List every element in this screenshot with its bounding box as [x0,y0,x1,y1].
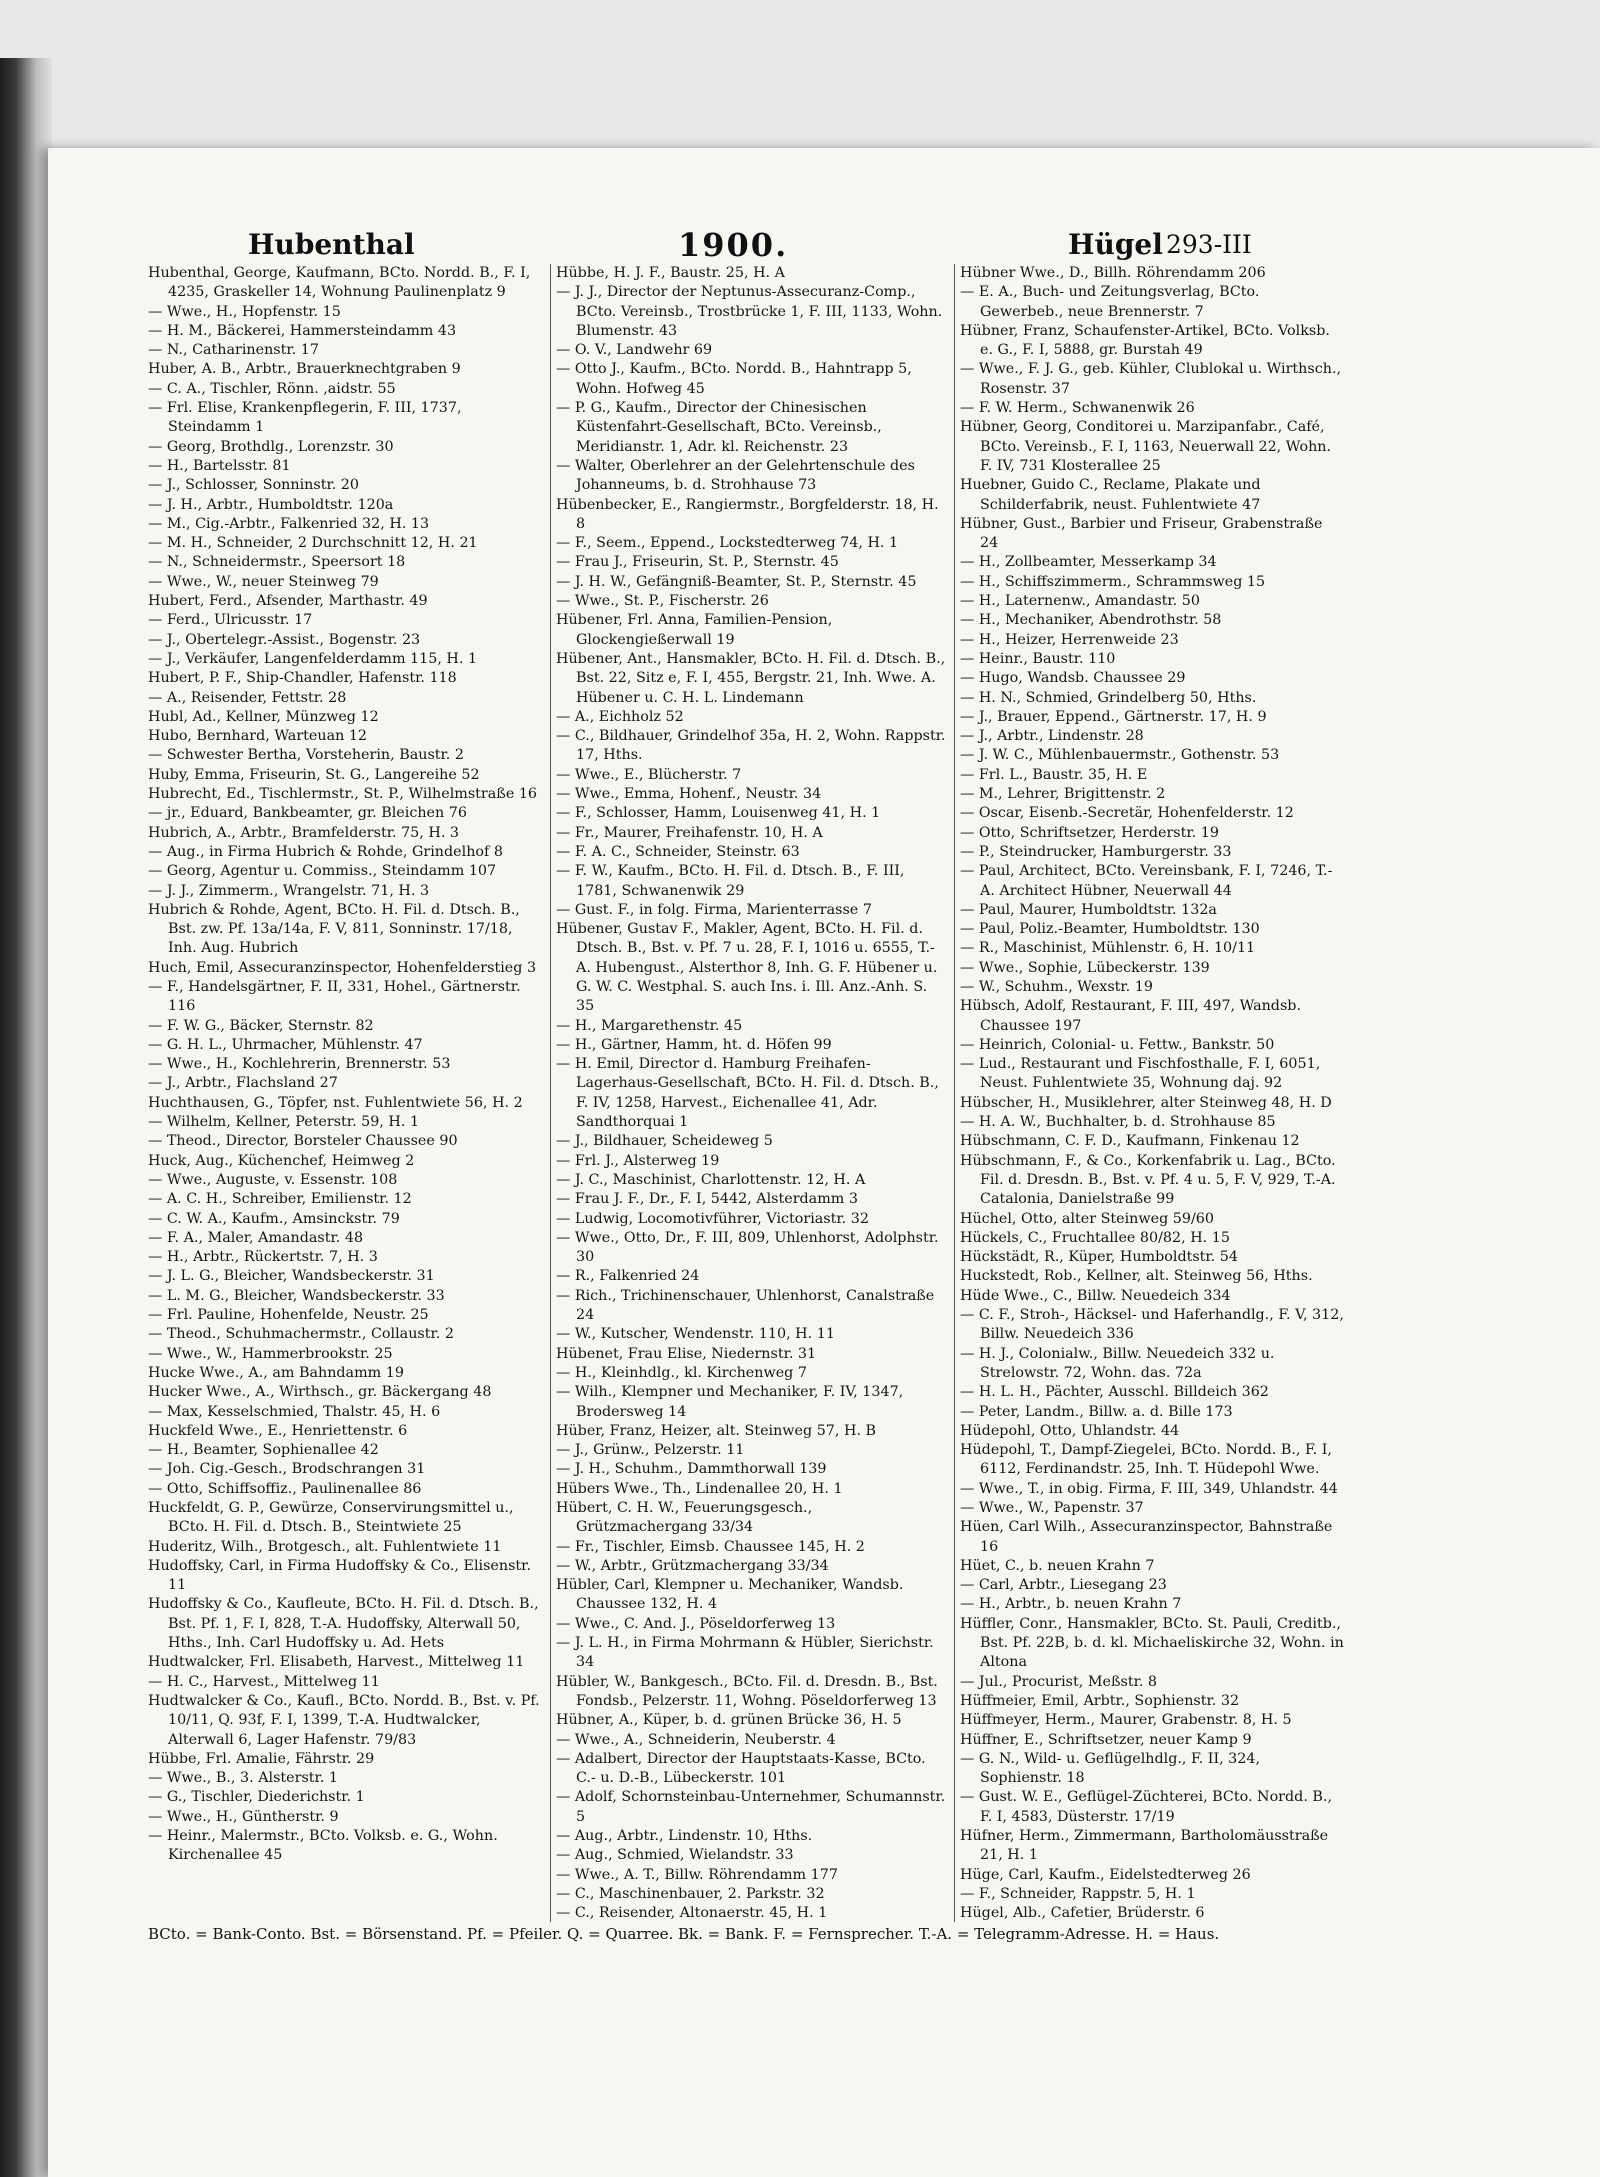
directory-entry: — Adalbert, Director der Hauptstaats-Kasse, BCto. C.- u. D.-B., Lübeckerstr. 101 [556,1750,926,1787]
directory-entry: — Otto, Schriftsetzer, Herderstr. 19 [960,824,1219,841]
directory-entry: Hübschmann, C. F. D., Kaufmann, Finkenau 12 [960,1133,1300,1150]
directory-entry: — Wwe., A. T., Billw. Röhrendamm 177 [556,1866,838,1883]
directory-entry: — Paul, Poliz.-Beamter, Humboldtstr. 130 [960,921,1260,938]
directory-entry: — R., Falkenried 24 [556,1268,700,1285]
directory-entry: — Lud., Restaurant und Fischfosthalle, F. I, 6051, Neust. Fuhlentwiete 35, Wohnung daj. 92 [960,1056,1321,1092]
directory-entry: — J., Arbtr., Flachsland 27 [148,1075,338,1092]
directory-entry: Hübener, Frl. Anna, Familien-Pension, Glockengießerwall 19 [556,612,833,648]
abbreviation-footer: BCto. = Bank-Conto. Bst. = Börsenstand. Pf. = Pfeiler. Q. = Quarree. Bk. = Bank. F. = Fernsprecher. T.-A. = Telegramm-Adresse. H. = Haus. [148,1925,1220,1943]
directory-entry: — J., Schlosser, Sonninstr. 20 [148,477,359,494]
directory-entry: — Frl. J., Alsterweg 19 [556,1152,720,1169]
directory-entry: — Theod., Director, Borsteler Chaussee 90 [148,1133,458,1150]
directory-entry: Hubert, Ferd., Afsender, Marthastr. 49 [148,593,428,610]
directory-entry: Hübenet, Frau Elise, Niedernstr. 31 [556,1345,817,1362]
directory-entry: Hudoffsky & Co., Kaufleute, BCto. H. Fil. d. Dtsch. B., Bst. Pf. 1, F. I, 828, T.-A. Hudoffsky, Alterwall 50, Hths., Inh. Carl Hudoffsky u. Ad. Hets [148,1596,539,1652]
directory-entry: — G. H. L., Uhrmacher, Mühlenstr. 47 [148,1036,423,1053]
directory-entry: — F., Schlosser, Hamm, Louisenweg 41, H. 1 [556,805,881,822]
directory-entry: — F. W. Herm., Schwanenwik 26 [960,400,1195,417]
directory-entry: — J. H., Schuhm., Dammthorwall 139 [556,1461,827,1478]
directory-entry: — O. V., Landwehr 69 [556,342,713,359]
directory-entry: — Fr., Maurer, Freihafenstr. 10, H. A [556,824,823,841]
directory-entry: — J., Brauer, Eppend., Gärtnerstr. 17, H. 9 [960,708,1267,725]
directory-entry: — Wilhelm, Kellner, Peterstr. 59, H. 1 [148,1114,420,1131]
directory-entry: — H., Laternenw., Amandastr. 50 [960,593,1200,610]
directory-entry: — Paul, Maurer, Humboldtstr. 132a [960,901,1217,918]
scan-edge-shadow [0,58,52,2177]
directory-entry: — Aug., Schmied, Wielandstr. 33 [556,1847,794,1864]
directory-entry: Hüen, Carl Wilh., Assecuranzinspector, Bahnstraße 16 [960,1519,1333,1555]
directory-entry: — Frl. Pauline, Hohenfelde, Neustr. 25 [148,1307,429,1324]
directory-entry: — Schwester Bertha, Vorsteherin, Baustr. 2 [148,747,464,764]
directory-entry: — H., Schiffszimmerm., Schrammsweg 15 [960,573,1266,590]
directory-entry: — Adolf, Schornsteinbau-Unternehmer, Schumannstr. 5 [556,1789,946,1825]
column-2 [556,264,948,1922]
directory-entry: Hüffmeyer, Herm., Maurer, Grabenstr. 8, H. 5 [960,1712,1292,1729]
directory-entry: — Wwe., H., Hopfenstr. 15 [148,303,341,320]
directory-entry: Hübner Wwe., D., Billh. Röhrendamm 206 [960,265,1266,281]
directory-entry: Hückels, C., Fruchtallee 80/82, H. 15 [960,1229,1230,1246]
directory-entry: — W., Arbtr., Grützmachergang 33/34 [556,1557,829,1574]
directory-entry: — Wwe., Emma, Hohenf., Neustr. 34 [556,786,822,803]
directory-entry: Hubrecht, Ed., Tischlermstr., St. P., Wilhelmstraße 16 [148,786,538,803]
directory-entry: — jr., Eduard, Bankbeamter, gr. Bleichen 76 [148,805,467,822]
directory-entry: — J., Verkäufer, Langenfelderdamm 115, H. 1 [148,650,478,667]
directory-entry: Hübbe, H. J. F., Baustr. 25, H. A [556,265,785,281]
directory-entry: — Ludwig, Locomotivführer, Victoriastr. 32 [556,1210,869,1227]
directory-entry: — J. C., Maschinist, Charlottenstr. 12, H. A [556,1171,866,1188]
directory-entry: Hügel, Alb., Cafetier, Brüderstr. 6 [960,1905,1205,1922]
directory-entry: Huderitz, Wilh., Brotgesch., alt. Fuhlentwiete 11 [148,1538,502,1555]
directory-entry: Hübner, Gust., Barbier und Friseur, Grabenstraße 24 [960,515,1323,552]
directory-entry: — Carl, Arbtr., Liesegang 23 [960,1577,1167,1594]
directory-entry: Hübsch, Adolf, Restaurant, F. III, 497, Wandsb. Chaussee 197 [960,998,1301,1034]
directory-entry: — Otto J., Kaufm., BCto. Nordd. B., Hahntrapp 5, Wohn. Hofweg 45 [556,361,912,397]
directory-entry: — H. J., Colonialw., Billw. Neuedeich 332 u. Strelowstr. 72, Wohn. das. 72a [960,1345,1275,1381]
directory-entry: — G., Tischler, Diederichstr. 1 [148,1789,365,1806]
header-left-word: Hubenthal [248,228,415,261]
directory-entry: — H., Heizer, Herrenweide 23 [960,631,1179,648]
directory-entry: — F. A. C., Schneider, Steinstr. 63 [556,843,800,860]
directory-entry: — J. W. C., Mühlenbauermstr., Gothenstr. 53 [960,747,1280,764]
directory-entry: Hudoffsky, Carl, in Firma Hudoffsky & Co., Elisenstr. 11 [148,1557,531,1594]
column-3 [960,264,1344,1922]
directory-entry: — Max, Kesselschmied, Thalstr. 45, H. 6 [148,1403,441,1420]
directory-entry: — F., Seem., Eppend., Lockstedterweg 74, H. 1 [556,535,899,552]
directory-entry: — J. J., Zimmerm., Wrangelstr. 71, H. 3 [148,882,430,899]
directory-entry: — Frau J. F., Dr., F. I, 5442, Alsterdamm 3 [556,1191,858,1208]
directory-entry: Hübbe, Frl. Amalie, Fährstr. 29 [148,1750,375,1767]
page-number: 293-III [1166,230,1252,259]
directory-entry: — Wwe., H., Kochlehrerin, Brennerstr. 53 [148,1056,451,1073]
directory-entry: — H., Beamter, Sophienallee 42 [148,1442,379,1459]
directory-entry: — Walter, Oberlehrer an der Gelehrtenschule des Johanneums, b. d. Strohhause 73 [556,457,915,494]
directory-entry: — Theod., Schuhmachermstr., Collaustr. 2 [148,1326,454,1343]
directory-entry: — W., Kutscher, Wendenstr. 110, H. 11 [556,1326,835,1343]
directory-entry: — Ferd., Ulricusstr. 17 [148,612,313,629]
directory-entry: — Heinrich, Colonial- u. Fettw., Bankstr. 50 [960,1036,1275,1053]
directory-entry: — C., Maschinenbauer, 2. Parkstr. 32 [556,1885,825,1902]
directory-entry: — F. W. G., Bäcker, Sternstr. 82 [148,1017,374,1034]
directory-entry: — Frau J., Friseurin, St. P., Sternstr. 45 [556,554,839,571]
directory-entry: — W., Schuhm., Wexstr. 19 [960,978,1153,995]
directory-entry: Huby, Emma, Friseurin, St. G., Langereihe 52 [148,766,480,783]
directory-entry: Hüffner, E., Schriftsetzer, neuer Kamp 9 [960,1731,1252,1748]
directory-entry: — H., Mechaniker, Abendrothstr. 58 [960,612,1222,629]
directory-entry: — M., Cig.-Arbtr., Falkenried 32, H. 13 [148,515,430,532]
directory-entry: Hucker Wwe., A., Wirthsch., gr. Bäckergang 48 [148,1384,492,1401]
directory-entry: Hübenbecker, E., Rangiermstr., Borgfelderstr. 18, H. 8 [556,496,939,532]
directory-entry: — F. W., Kaufm., BCto. H. Fil. d. Dtsch. B., F. III, 1781, Schwanenwik 29 [556,863,905,899]
columns-container [148,264,1344,1922]
directory-entry: — H., Zollbeamter, Messerkamp 34 [960,554,1217,571]
directory-entry: — Peter, Landm., Billw. a. d. Bille 173 [960,1403,1233,1420]
directory-entry: — Frl. L., Baustr. 35, H. E [960,766,1148,783]
directory-entry: — Oscar, Eisenb.-Secretär, Hohenfelderstr. 12 [960,805,1294,822]
directory-entry: — Georg, Agentur u. Commiss., Steindamm 107 [148,863,497,880]
directory-entry: Hüchel, Otto, alter Steinweg 59/60 [960,1210,1214,1227]
directory-entry: Huber, A. B., Arbtr., Brauerknechtgraben 9 [148,361,461,378]
directory-entry: — J., Arbtr., Lindenstr. 28 [960,728,1144,745]
directory-entry: — Wilh., Klempner und Mechaniker, F. IV, 1347, Brodersweg 14 [556,1384,904,1420]
directory-entry: Hubrich, A., Arbtr., Bramfelderstr. 75, H. 3 [148,824,460,841]
directory-entry: Hübner, Georg, Conditorei u. Marzipanfabr., Café, BCto. Vereinsb., F. I, 1163, Neuerwall 22, Wohn. F. IV, 731 Klosterallee 25 [960,419,1332,474]
directory-entry: — H. M., Bäckerei, Hammersteindamm 43 [148,322,457,339]
directory-entry: — Aug., Arbtr., Lindenstr. 10, Hths. [556,1828,813,1845]
directory-entry: — H., Kleinhdlg., kl. Kirchenweg 7 [556,1364,807,1381]
directory-entry: — Gust. W. E., Geflügel-Züchterei, BCto. Nordd. B., F. I, 4583, Düsterstr. 17/19 [960,1789,1332,1825]
directory-entry: — H. L. H., Pächter, Ausschl. Billdeich 362 [960,1384,1269,1401]
directory-entry: — F. A., Maler, Amandastr. 48 [148,1229,364,1246]
directory-entry: — M. H., Schneider, 2 Durchschnitt 12, H. 21 [148,535,478,552]
directory-entry: — Rich., Trichinenschauer, Uhlenhorst, Canalstraße 24 [556,1287,935,1324]
directory-entry: Hudtwalcker & Co., Kaufl., BCto. Nordd. B., Bst. v. Pf. 10/11, Q. 93f, F. I, 1399, T.-A. Hudtwalcker, Alterwall 6, Lager Hafenstr. 79/83 [148,1692,540,1748]
directory-entry: Hüge, Carl, Kaufm., Eidelstedterweg 26 [960,1866,1251,1883]
directory-entry: — Wwe., B., 3. Alsterstr. 1 [148,1770,338,1787]
directory-entry: Hübers Wwe., Th., Lindenallee 20, H. 1 [556,1480,843,1497]
directory-entry: — P., Steindrucker, Hamburgerstr. 33 [960,843,1232,860]
directory-entry: Hubrich & Rohde, Agent, BCto. H. Fil. d. Dtsch. B., Bst. zw. Pf. 13a/14a, F. V, 811, Sonninstr. 17/18, Inh. Aug. Hubrich [148,901,520,957]
directory-entry: — Heinr., Malermstr., BCto. Volksb. e. G., Wohn. Kirchenallee 45 [148,1828,498,1864]
directory-entry: Hüet, C., b. neuen Krahn 7 [960,1557,1155,1574]
directory-entry: — H. C., Harvest., Mittelweg 11 [148,1673,380,1690]
directory-entry: — H. A. W., Buchhalter, b. d. Strohhause 85 [960,1114,1276,1131]
directory-entry: Huch, Emil, Assecuranzinspector, Hohenfelderstieg 3 [148,959,537,976]
directory-entry: — Fr., Tischler, Eimsb. Chaussee 145, H. 2 [556,1538,865,1555]
directory-entry: — J. H., Arbtr., Humboldtstr. 120a [148,496,394,513]
directory-entry: Hübner, A., Küper, b. d. grünen Brücke 36, H. 5 [556,1712,902,1729]
directory-entry: Huchthausen, G., Töpfer, nst. Fuhlentwiete 56, H. 2 [148,1094,523,1111]
directory-entry: Hüffler, Conr., Hansmakler, BCto. St. Pauli, Creditb., Bst. Pf. 22B, b. d. kl. Michaeliskirche 32, Wohn. in Altona [960,1615,1344,1671]
directory-entry: Huck, Aug., Küchenchef, Heimweg 2 [148,1152,415,1169]
directory-entry: Hückstädt, R., Küper, Humboldtstr. 54 [960,1249,1238,1266]
directory-entry: — Wwe., Otto, Dr., F. III, 809, Uhlenhorst, Adolphstr. 30 [556,1229,939,1266]
directory-entry: — J., Bildhauer, Scheideweg 5 [556,1133,773,1150]
directory-entry: — R., Maschinist, Mühlenstr. 6, H. 10/11 [960,940,1256,957]
directory-entry: — Frl. Elise, Krankenpflegerin, F. III, 1737, Steindamm 1 [148,400,462,436]
directory-entry: Hübler, W., Bankgesch., BCto. Fil. d. Dresdn. B., Bst. Fondsb., Pelzerstr. 11, Wohng. Pöseldorferweg 13 [556,1673,938,1709]
directory-entry: — E. A., Buch- und Zeitungsverlag, BCto. Gewerbeb., neue Brennerstr. 7 [960,284,1260,320]
directory-entry: Hübler, Carl, Klempner u. Mechaniker, Wandsb. Chaussee 132, H. 4 [556,1577,904,1613]
directory-entry: — C. W. A., Kaufm., Amsinckstr. 79 [148,1210,400,1227]
directory-entry: — F., Schneider, Rappstr. 5, H. 1 [960,1885,1196,1902]
directory-entry: — H., Bartelsstr. 81 [148,457,291,474]
directory-entry: Huckfeldt, G. P., Gewürze, Conservirungsmittel u., BCto. H. Fil. d. Dtsch. B., Steintwiete 25 [148,1500,514,1536]
directory-entry: — Wwe., A., Schneiderin, Neuberstr. 4 [556,1731,836,1748]
directory-entry: — Wwe., H., Güntherstr. 9 [148,1808,339,1825]
directory-entry: Hubert, P. F., Ship-Chandler, Hafenstr. 118 [148,670,457,687]
directory-entry: — N., Schneidermstr., Speersort 18 [148,554,406,571]
directory-entry: Hubenthal, George, Kaufmann, BCto. Nordd. B., F. I, 4235, Graskeller 14, Wohnung Paulinenplatz 9 [148,265,531,301]
directory-entry: — C., Bildhauer, Grindelhof 35a, H. 2, Wohn. Rappstr. 17, Hths. [556,728,946,764]
directory-entry: — C. A., Tischler, Rönn. ,aidstr. 55 [148,380,396,397]
directory-entry: Hüdepohl, T., Dampf-Ziegelei, BCto. Nordd. B., F. I, 6112, Ferdinandstr. 25, Inh. T. Hüdepohl Wwe. [960,1442,1332,1478]
directory-entry: — Wwe., Auguste, v. Essenstr. 108 [148,1171,398,1188]
directory-entry: — N., Catharinenstr. 17 [148,342,319,359]
directory-entry: Hübner, Franz, Schaufenster-Artikel, BCto. Volksb. e. G., F. I, 5888, gr. Burstah 49 [960,322,1330,359]
directory-entry: — Georg, Brothdlg., Lorenzstr. 30 [148,438,394,455]
directory-entry: — Wwe., St. P., Fischerstr. 26 [556,593,769,610]
directory-entry: — Otto, Schiffsoffiz., Paulinenallee 86 [148,1480,422,1497]
directory-entry: Huebner, Guido C., Reclame, Plakate und Schilderfabrik, neust. Fuhlentwiete 47 [960,477,1261,513]
directory-entry: — Wwe., W., Papenstr. 37 [960,1500,1144,1516]
directory-entry: — A., Eichholz 52 [556,708,684,725]
directory-entry: — Jul., Procurist, Meßstr. 8 [960,1673,1158,1690]
directory-entry: Hubl, Ad., Kellner, Münzweg 12 [148,708,379,725]
directory-entry: — Wwe., Sophie, Lübeckerstr. 139 [960,959,1210,976]
directory-entry: — Wwe., W., Hammerbrookstr. 25 [148,1345,393,1362]
directory-entry: — Hugo, Wandsb. Chaussee 29 [960,670,1186,687]
directory-entry: — Aug., in Firma Hubrich & Rohde, Grindelhof 8 [148,843,503,860]
directory-entry: — H., Gärtner, Hamm, ht. d. Höfen 99 [556,1036,832,1053]
directory-entry: Hucke Wwe., A., am Bahndamm 19 [148,1364,404,1381]
directory-entry: — H., Arbtr., b. neuen Krahn 7 [960,1596,1182,1613]
directory-entry: — H. N., Schmied, Grindelberg 50, Hths. [960,689,1257,706]
directory-entry: — J., Grünw., Pelzerstr. 11 [556,1442,745,1459]
directory-entry: Hübener, Ant., Hansmakler, BCto. H. Fil. d. Dtsch. B., Bst. 22, Sitz e, F. I, 455, Bergstr. 21, Inh. Wwe. A. Hübener u. C. H. L. Lindemann [556,650,946,706]
column-1 [148,264,544,1922]
directory-entry: — C. F., Stroh-, Häcksel- und Haferhandlg., F. V, 312, Billw. Neuedeich 336 [960,1307,1344,1343]
directory-entry: Huckfeld Wwe., E., Henriettenstr. 6 [148,1422,408,1439]
directory-entry: — C., Reisender, Altonaerstr. 45, H. 1 [556,1905,828,1922]
directory-entry: Huckstedt, Rob., Kellner, alt. Steinweg 56, Hths. [960,1268,1313,1285]
directory-entry: Hübscher, H., Musiklehrer, alter Steinweg 48, H. D [960,1094,1332,1111]
directory-entry: — F., Handelsgärtner, F. II, 331, Hohel., Gärtnerstr. 116 [148,978,521,1015]
directory-entry: — P. G., Kaufm., Director der Chinesischen Küstenfahrt-Gesellschaft, BCto. Vereinsb., Meridianstr. 1, Adr. kl. Reichenstr. 23 [556,400,882,455]
column-rule-2 [954,264,955,1922]
directory-entry: Hübener, Gustav F., Makler, Agent, BCto. H. Fil. d. Dtsch. B., Bst. v. Pf. 7 u. 28, F. I, 1016 u. 6555, T.-A. Hubengust., Alsterthor 8, Inh. G. F. Hübener u. G. W. C. Westphal. S. auch Ins. i. Ill. Anz.-Anh. S. 35 [556,921,938,1015]
directory-entry: — J., Obertelegr.-Assist., Bogenstr. 23 [148,631,421,648]
directory-entry: Hüffmeier, Emil, Arbtr., Sophienstr. 32 [960,1692,1240,1709]
directory-entry: — J. H. W., Gefängniß-Beamter, St. P., Sternstr. 45 [556,573,917,590]
directory-entry: Hüdepohl, Otto, Uhlandstr. 44 [960,1422,1180,1439]
directory-entry: — Paul, Architect, BCto. Vereinsbank, F. I, 7246, T.-A. Architect Hübner, Neuerwall 44 [960,863,1333,899]
directory-entry: — L. M. G., Bleicher, Wandsbeckerstr. 33 [148,1287,445,1304]
directory-entry: Hüde Wwe., C., Billw. Neuedeich 334 [960,1287,1231,1304]
directory-entry: Hübschmann, F., & Co., Korkenfabrik u. Lag., BCto. Fil. d. Dresdn. B., Bst. v. Pf. 4 u. 5, F. V, 929, T.-A. Catalonia, Danielstraße 99 [960,1152,1336,1208]
directory-entry: Hudtwalcker, Frl. Elisabeth, Harvest., Mittelweg 11 [148,1654,525,1671]
directory-entry: Hüber, Franz, Heizer, alt. Steinweg 57, H. B [556,1422,877,1439]
directory-entry: — H., Arbtr., Rückertstr. 7, H. 3 [148,1249,378,1266]
directory-entry: — J. J., Director der Neptunus-Assecuranz-Comp., BCto. Vereinsb., Trostbrücke 1, F. III, 1133, Wohn. Blumenstr. 43 [556,284,943,339]
directory-entry: Hüfner, Herm., Zimmermann, Bartholomäusstraße 21, H. 1 [960,1828,1329,1864]
directory-entry: — M., Lehrer, Brigittenstr. 2 [960,786,1166,803]
directory-entry: — Wwe., F. J. G., geb. Kühler, Clublokal u. Wirthsch., Rosenstr. 37 [960,361,1342,397]
directory-entry: — Heinr., Baustr. 110 [960,650,1116,667]
directory-entry: — Wwe., W., neuer Steinweg 79 [148,573,379,590]
directory-entry: — A., Reisender, Fettstr. 28 [148,689,347,706]
column-rule-1 [550,264,551,1922]
header-year: 1900. [678,226,789,264]
directory-entry: — Wwe., E., Blücherstr. 7 [556,766,742,783]
directory-entry: — J. L. G., Bleicher, Wandsbeckerstr. 31 [148,1268,435,1285]
directory-entry: — H. Emil, Director d. Hamburg Freihafen-Lagerhaus-Gesellschaft, BCto. H. Fil. d. Dtsch. B., F. IV, 1258, Harvest., Eichenallee 41, Adr. Sandthorquai 1 [556,1056,939,1131]
directory-entry: — H., Margarethenstr. 45 [556,1017,743,1034]
directory-entry: Hübert, C. H. W., Feuerungsgesch., Grützmachergang 33/34 [556,1500,813,1536]
page-header [48,222,1600,268]
directory-entry: — Wwe., T., in obig. Firma, F. III, 349, Uhlandstr. 44 [960,1480,1338,1497]
directory-entry: Hubo, Bernhard, Warteuan 12 [148,728,368,745]
directory-entry: — Joh. Cig.-Gesch., Brodschrangen 31 [148,1461,426,1478]
directory-entry: — J. L. H., in Firma Mohrmann & Hübler, Sierichstr. 34 [556,1635,934,1671]
header-right-word: Hügel [1068,228,1163,261]
directory-entry: — A. C. H., Schreiber, Emilienstr. 12 [148,1191,412,1208]
directory-entry: — G. N., Wild- u. Geflügelhdlg., F. II, 324, Sophienstr. 18 [960,1750,1261,1787]
directory-page [48,148,1600,2177]
directory-entry: — Gust. F., in folg. Firma, Marienterrasse 7 [556,901,872,918]
directory-entry: — Wwe., C. And. J., Pöseldorferweg 13 [556,1615,836,1632]
